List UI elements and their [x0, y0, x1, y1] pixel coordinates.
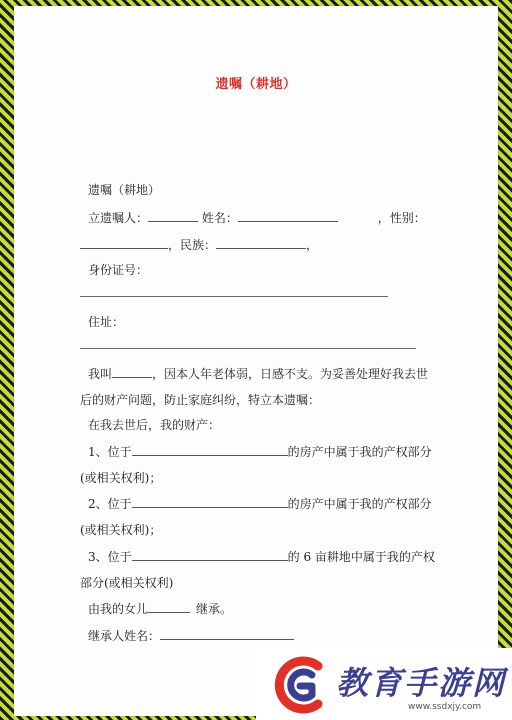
- gender-label: ，性别：: [377, 211, 426, 225]
- heir-blank: [160, 628, 294, 640]
- item-1-blank: [132, 444, 288, 456]
- intro-1b: ，因本人年老体弱，日感不支。为妥善处理好我去世: [152, 367, 429, 381]
- id-label: 身份证号：: [88, 263, 149, 277]
- brand-logo-icon: [268, 656, 332, 714]
- id-blank: [80, 296, 388, 297]
- name-label: 姓名：: [201, 211, 238, 225]
- watermark-url: www.ssdxjy.com: [408, 702, 482, 712]
- item-1-note: (或相关权利)；: [80, 471, 162, 485]
- comma: ，: [306, 238, 319, 252]
- heir-line: [88, 628, 294, 644]
- inherit-line: [88, 601, 232, 617]
- ethnicity-label: ，民族：: [168, 238, 217, 252]
- testator-label: 立遗嘱人：: [88, 211, 149, 225]
- address-label: 住址：: [88, 315, 125, 329]
- intro-1a: 我叫: [88, 367, 113, 381]
- testator-line: [88, 210, 426, 226]
- testator-blank: [148, 210, 198, 222]
- watermark-logo: [256, 648, 512, 720]
- item-3-suffix: 的 6 亩耕地中属于我的产权: [287, 550, 435, 564]
- item-3-prefix: 3、位于: [88, 550, 132, 564]
- after-death-line: 在我去世后，我的财产：: [88, 418, 221, 432]
- document-page: [14, 6, 498, 716]
- item-1-suffix: 的房产中属于我的产权部分: [287, 445, 432, 459]
- ethnicity-blank: [216, 237, 306, 249]
- watermark-brand: 教育手游网: [336, 664, 507, 702]
- item-1: [88, 444, 432, 460]
- document-heading: 遗嘱（耕地）: [88, 183, 161, 197]
- heir-label: 继承人姓名：: [88, 629, 161, 643]
- ethnicity-line: [80, 237, 318, 253]
- daughter-blank: [148, 601, 190, 613]
- gender-blank: [80, 237, 168, 249]
- intro-line-1: [88, 366, 428, 382]
- inherit-b: 继承。: [196, 602, 233, 616]
- name-blank: [238, 210, 338, 222]
- intro-line-2: 后的财产问题，防止家庭纠纷，特立本遗嘱：: [80, 393, 321, 407]
- self-name-blank: [112, 366, 152, 378]
- item-2-blank: [132, 496, 288, 508]
- item-2-note: (或相关权利)；: [80, 523, 162, 537]
- address-blank: [80, 348, 416, 349]
- item-2: [88, 496, 432, 512]
- item-2-prefix: 2、位于: [88, 497, 132, 511]
- item-1-prefix: 1、位于: [88, 445, 132, 459]
- item-3: [88, 549, 435, 565]
- item-3-note: 部分(或相关权利): [80, 576, 174, 590]
- item-2-suffix: 的房产中属于我的产权部分: [287, 497, 432, 511]
- document-title: 遗嘱（耕地）: [215, 77, 297, 92]
- inherit-a: 由我的女儿: [88, 602, 149, 616]
- item-3-blank: [132, 549, 288, 561]
